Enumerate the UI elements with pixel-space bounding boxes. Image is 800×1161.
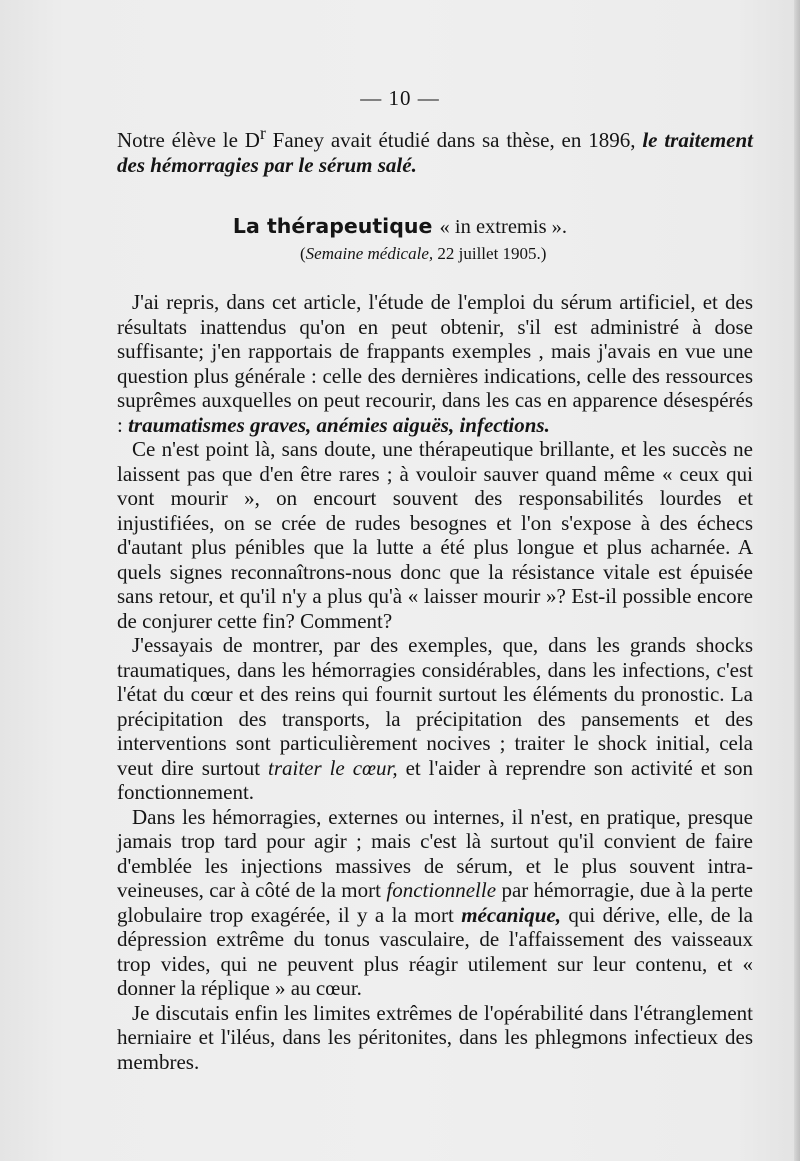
thesis-title: le traitement des hémorragies par le sérum salé. [117,128,753,177]
paragraph-2: Ce n'est point là, sans doute, une thérapeutique brillante, et les succès ne laissent pas que d'en être rares ; à vouloir sauver quand même « ceux qui vont mourir », on encourt souvent des responsabilités lourdes et injustifiées, on se crée de rudes besognes et l'on s'expose à des échecs d'autant plus pénibles que la lutte a été plus longue et plus acharnée. A quels signes reconnaîtrons-nous donc que la résistance vitale est épuisée sans retour, et qu'il n'y a plus qu'à « laisser mourir »? Est-il possible encore de conjurer cette fin? Comment? [117,437,753,633]
paragraph-5: Je discutais enfin les limites extrêmes de l'opérabilité dans l'étranglement herniaire et l'iléus, dans les péritonites, dans les phlegmons infectieux des membres. [117,1000,753,1074]
intro-paragraph [117,121,753,177]
source-citation [300,244,546,264]
page-edge-shadow [794,0,800,1161]
paragraph-4-text-end: qui dérive, elle, de la dépression extrême du tonus vasculaire, de l'affaissement des vaisseaux trop vides, qui ne peuvent plus réagir utilement sur leur contenu, et « donner la réplique » au cœur. [117,902,753,1000]
paragraph-3-text-end: et l'aider à reprendre son activité et son fonctionnement. [117,755,753,804]
paragraph-4-text-middle: par hémorragie, due à la perte globulaire trop exagérée, il y a la mort [117,878,753,927]
paragraph-3-italic: traiter le cœur, [267,755,398,780]
article-body [117,290,753,1074]
paragraph-3 [117,633,753,805]
page-number: — 10 — [360,86,440,110]
source-journal: Semaine médicale, [305,244,434,263]
paragraph-1-italic: traumatismes graves, anémies aiguës, infections. [128,412,550,437]
doctor-superscript: r [259,123,266,143]
section-title [0,214,800,239]
section-title-quote: « in extremis ». [439,216,568,238]
paragraph-4-text-start: Dans les hémorragies, externes ou internes, il n'est, en pratique, presque jamais trop tard pour agir ; mais c'est là surtout qu'il convient de faire d'emblée les injections massives de sérum, et le plus souvent intra-veineuses, car à côté de la mort [117,804,753,902]
intro-text-middle: Faney avait étudié dans sa thèse, en 1896, [265,128,643,152]
paragraph-1-text: J'ai repris, dans cet article, l'étude de l'emploi du sérum artificiel, et des résultats inattendus qu'on en peut obtenir, s'il est administré à dose suffisante; j'en rapportais de frappants exemples , mais j'avais en vue une question plus générale : celle des dernières indications, celle des ressources suprêmes auxquelles on peut recourir, dans les cas en apparence désespérés : [117,290,753,437]
paragraph-3-text-start: J'essayais de montrer, par des exemples, que, dans les grands shocks traumatiques, dans les hémorragies considérables, dans les infections, c'est l'état du cœur et des reins qui fournit surtout les éléments du pronostic. La précipitation des transports, la précipitation des pansements et des interventions sont particulièrement nocives ; traiter le shock initial, cela veut dire surtout [117,633,753,780]
source-open-paren: ( [300,244,306,263]
paragraph-4 [117,805,753,1001]
paragraph-1 [117,290,753,437]
section-title-main: La thérapeutique [232,214,440,238]
source-date: 22 juillet 1905.) [433,244,547,263]
intro-text-start: Notre élève le D [117,128,260,152]
paragraph-4-italic-fonctionnelle: fonctionnelle [386,878,497,902]
paragraph-4-italic-mecanique: mécanique, [461,902,561,927]
